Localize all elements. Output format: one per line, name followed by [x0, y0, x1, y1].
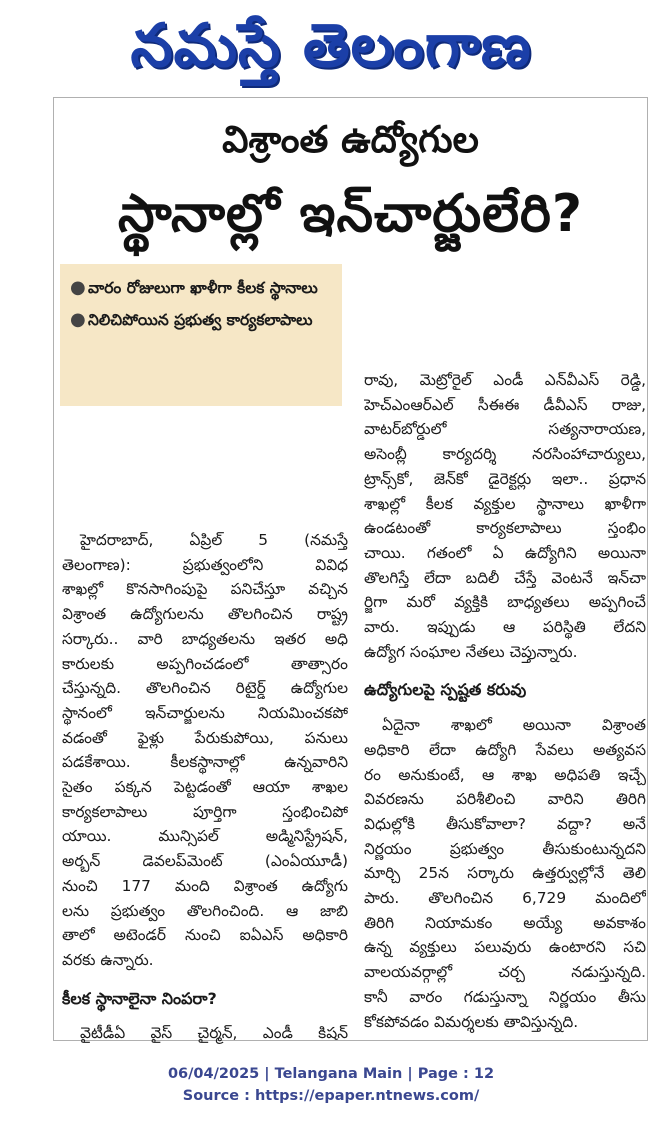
paragraph-line: వాటర్‌బోర్డులో సత్యనారాయణ, — [364, 420, 646, 439]
paragraph-line: హైదరాబాద్, ఏప్రిల్ 5 (నమస్తే — [80, 531, 348, 549]
paragraph-line: చేస్తున్నది. తొలగించిన రిటైర్డ్ ఉద్యోగుల — [62, 679, 348, 698]
paragraph-line: శాఖల్లో కీలక వ్యక్తుల స్థానాలు ఖాళీగా — [364, 494, 646, 513]
paragraph-line: తొలగిస్తే లేదా బదిలీ చేస్తే వెంటనే ఇన్‌చా — [364, 568, 646, 587]
paragraph-line: ర్జిగా మరో వ్యక్తికి బాధ్యతలు అప్పగించే — [364, 593, 646, 612]
paragraph-line: చాయి. గతంలో ఏ ఉద్యోగిని అయినా — [364, 543, 646, 562]
headline-line-2: స్థానాల్లో ఇన్‌చార్జులేరి? — [117, 184, 584, 244]
highlight-text: వారం రోజులుగా ఖాళీగా కీలక స్థానాలు — [88, 279, 318, 297]
paragraph-line: మార్చి 25న సర్కారు ఉత్తర్వుల్లోనే తెలి — [364, 864, 646, 883]
footer-source: Source : https://epaper.ntnews.com/ — [182, 1088, 480, 1104]
paragraph-line: కారులకు అప్పగించడంలో తాత్సారం — [62, 654, 348, 673]
paragraph-line: వడంతో ఫైళ్లు పేరుకుపోయి, పనులు — [62, 728, 348, 747]
paragraph-line: విశ్రాంత ఉద్యోగులను తొలగించిన రాష్ట్ర — [62, 605, 348, 624]
article-clipping — [53, 97, 648, 1041]
paragraph-line: నిర్ణయం ప్రభుత్వం తీసుకుంటున్నదని — [364, 839, 646, 858]
paragraph-line: పడకేశాయి. కీలకస్థానాల్లో ఉన్నవారిని — [62, 753, 348, 772]
highlight-text: నిలిచిపోయిన ప్రభుత్వ కార్యకలాపాలు — [88, 311, 313, 329]
paragraph-line: తెలంగాణ): ప్రభుత్వంలోని వివిధ — [62, 555, 348, 574]
subheading: కీలక స్థానాలైనా నింపరా? — [62, 988, 217, 1008]
paragraph-line: రం అనుకుంటే, ఆ శాఖ అధిపతి ఇచ్చే — [364, 765, 646, 784]
paragraph-line: స్థానంలో ఇన్‌చార్జులను నియమించకపో — [62, 703, 348, 722]
highlight-item — [70, 272, 332, 304]
paragraph-line: ఉద్యోగ సంఘాల నేతలు చెప్తున్నారు. — [364, 642, 578, 661]
left-column — [62, 528, 348, 1046]
bullet-icon: ● — [70, 309, 86, 330]
paragraph-line: రావు, మెట్రోరైల్ ఎండీ ఎన్‌వీఎస్ రెడ్డి, — [364, 371, 646, 389]
subheading: ఉద్యోగులపై స్పష్టత కరువు — [364, 680, 527, 700]
paragraph-line: పారు. తొలగించిన 6,729 మందిలో — [364, 889, 646, 908]
paragraph-line: వివరణను పరిశీలించి వారిని తిరిగి — [364, 790, 646, 809]
paragraph-line: ఉన్న వ్యక్తులు పలువురు ఉంటారని సచి — [364, 938, 646, 957]
paragraph-line: అధికారి లేదా ఉద్యోగి సేవలు అత్యవస — [364, 740, 646, 759]
paragraph-line: వారు. ఇప్పుడు ఆ పరిస్థితి లేదని — [364, 618, 646, 637]
right-column — [364, 368, 646, 1034]
paragraph-line: తిరిగి నియామకం అయ్యే అవకాశం — [364, 913, 646, 932]
paragraph-line: వైటీడీఏ వైస్ చైర్మన్, ఎండీ కిషన్ — [80, 1024, 348, 1043]
paragraph-line: కోకపోవడం విమర్శలకు తావిస్తున్నది. — [364, 1012, 579, 1031]
paragraph-line: ఏదైనా శాఖలో అయినా విశ్రాంత — [382, 716, 646, 735]
paragraph-line: శాఖల్లో కొనసాగింపుపై పనిచేస్తూ వచ్చిన — [62, 580, 348, 599]
bullet-icon: ● — [70, 277, 86, 298]
paragraph-line: సర్కారు.. వారి బాధ్యతలను ఇతర అధి — [62, 629, 348, 648]
paragraph-line: తాలో అటెండర్ నుంచి ఐఏఎస్ అధికారి — [62, 926, 348, 945]
highlight-box — [60, 264, 342, 406]
paragraph-line: హెచ్ఎంఆర్ఎల్ సీఈఈ డీవీఎస్ రాజు, — [364, 395, 646, 414]
highlight-item — [70, 304, 332, 336]
headline-line-1: విశ్రాంత ఉద్యోగుల — [222, 118, 479, 161]
paragraph-line: నుంచి 177 మంది విశ్రాంత ఉద్యోగు — [62, 876, 348, 895]
paragraph-line: యాయి. మున్సిపల్ అడ్మినిస్ట్రేషన్, — [62, 827, 348, 846]
masthead — [0, 0, 662, 90]
newspaper-title: నమస్తే తెలంగాణ — [130, 11, 532, 81]
paragraph-line: అర్బన్ డెవలప్‌మెంట్ (ఎంఏయూడీ) — [62, 852, 348, 871]
paragraph-line: విధుల్లోకి తీసుకోవాలా? వద్దా? అనే — [364, 814, 646, 833]
paragraph-line: వాలయవర్గాల్లో చర్చ నడుస్తున్నది. — [364, 963, 646, 982]
paragraph-line: ఉండటంతో కార్యకలాపాలు స్తంభిం — [364, 519, 646, 538]
paragraph-line: కార్యకలాపాలు పూర్తిగా స్తంభించిపో — [62, 802, 348, 821]
paragraph-line: ట్రాన్స్‌కో, జెన్‌కో డైరెక్టర్లు ఇలా.. ప్రధాన — [364, 469, 646, 488]
paragraph-line: వరకు ఉన్నారు. — [62, 950, 154, 969]
paragraph-line: సైతం పక్కన పెట్టడంతో ఆయా శాఖల — [62, 778, 348, 797]
footer-date-page: 06/04/2025 | Telangana Main | Page : 12 — [167, 1066, 495, 1082]
paragraph-line: అసెంబ్లీ కార్యదర్శి నరసింహాచార్యులు, — [364, 445, 646, 464]
paragraph-line: లను ప్రభుత్వం తొలగించింది. ఆ జాబి — [62, 901, 348, 920]
paragraph-line: కానీ వారం గడుస్తున్నా నిర్ణయం తీసు — [364, 987, 646, 1006]
